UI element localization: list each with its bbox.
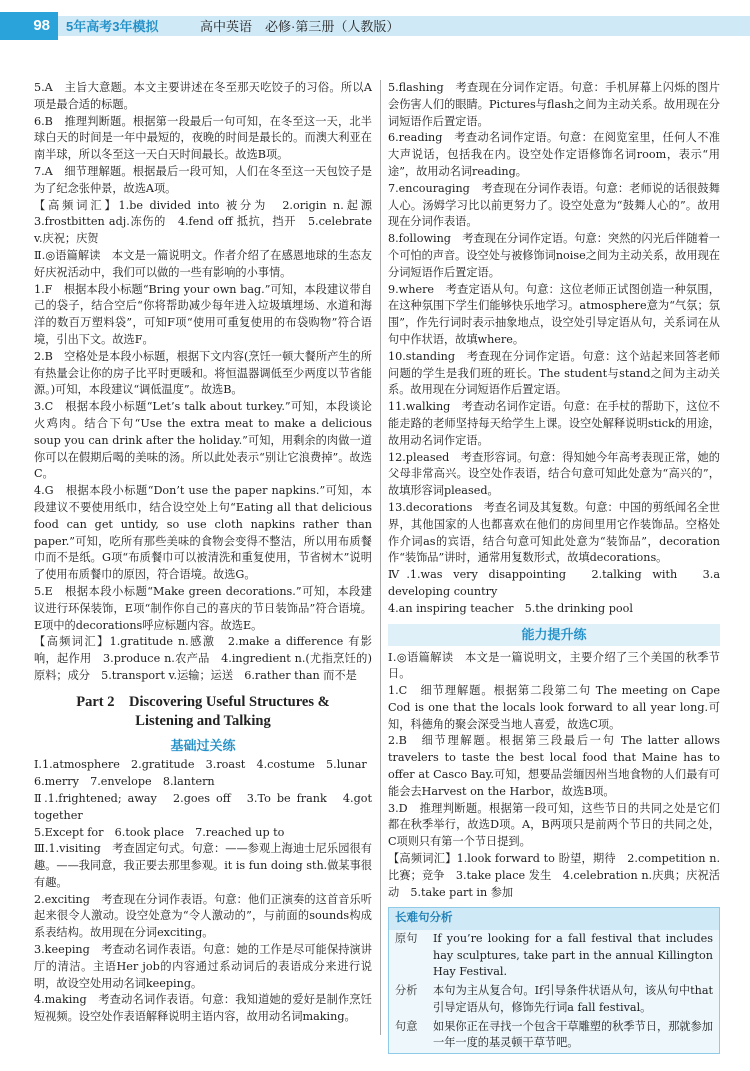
label-analysis: 分析 (395, 984, 418, 998)
exercise-3-item5: 5.flashing 考查现在分词作定语。句意：手机屏幕上闪烁的图片会伤害人们的眼睛。Pictures与flash之间为主动关系。故用现在分词短语作后置定语。 (388, 81, 720, 128)
analysis-text: 本句为主从复合句。If引导条件状语从句，该从句中that引导定语从句，修饰先行词a fall festival。 (433, 984, 713, 1014)
exercise-4-line1: Ⅳ.1.was very disappointing 2.talking with 3.a developing country (388, 568, 720, 598)
answer-5e: 5.E 根据本段小标题“Make green decorations.”可知，本段建议进行环保装饰，E项“制作你自己的喜庆的节日装饰品”符合语境。E项中的decorations呼应标题内容。故选E。 (34, 584, 372, 632)
label-meaning: 句意 (395, 1019, 418, 1033)
label-original: 原句 (395, 931, 418, 945)
answer-7a: 7.A 细节理解题。根据最后一段可知，人们在冬至这一天包饺子是为了纪念张仲景，故选A项。 (34, 164, 372, 195)
exercise-3-item10: 10.standing 考查现在分词作定语。句意：这个站起来回答老师问题的学生是我们班的班长。The student与stand之间为主动关系。故用现在分词短语作后置定语。 (388, 349, 720, 397)
page-number: 98 (0, 12, 58, 40)
answer-3c: 3.C 根据本段小标题“Let’s talk about turkey.”可知，本段谈论火鸡肉。结合下句“Use the extra meat to make a delicious soup you can drink after the holiday.”可知，用剩余的肉做一道你可以在假期后喝的美味的汤。所以此处表示“别让它浪费掉”。故选C。 (34, 400, 372, 481)
difficult-sentence-box (388, 907, 720, 1054)
answer-1f: 1.F 根据本段小标题“Bring your own bag.”可知，本段建议带自己的袋子，结合空后“你将帮助减少每年进入垃圾填埋场、水道和海洋的数百万塑料袋”，可知F项“使用可重复使用的布袋购物”符合语境，引出下文。故选F。 (34, 282, 372, 346)
answer-2b: 2.B 空格处是本段小标题，根据下文内容(烹饪一顿大餐所产生的所有热量会让你的房子比平时更暖和。将恒温器调低至少两度以节省能源。)可知，本段建议“调低温度”。故选B。 (34, 349, 372, 397)
left-column (34, 80, 384, 1026)
brand-title: 5年高考3年模拟 (66, 19, 159, 34)
right-column (388, 80, 720, 1054)
answer-1c: 1.C 细节理解题。根据第二段第二句 The meeting on Cape Cod is one that the locals look forward to all year long.可知，科德角的聚会深受当地人喜爱，故选C项。 (388, 684, 720, 731)
answer-3d: 3.D 推理判断题。根据第一段可知，这些节日的共同之处是它们都在秋季举行，故选D项。A，B两项只是前两个节日的共同之处，C项则只有第一个节日提到。 (388, 801, 720, 849)
difficult-row-meaning (389, 1018, 719, 1054)
exercise-1-line1: Ⅰ.1.atmosphere 2.gratitude 3.roast 4.costume 5.lunar (34, 758, 367, 772)
meaning-text: 如果你正在寻找一个包含干草雕塑的秋季节日，那就参加一年一度的基灵顿干草节吧。 (433, 1019, 713, 1050)
exercise-3-item13: 13.decorations 考查名词及其复数。句意：中国的剪纸闻名全世界，其他国家的人也都喜欢在他们的房间里用它作装饰品。空格处作介词as的宾语，结合句意可知此处意为“装饰品”，decoration作“装饰品”讲时，通常用复数形式，故填decorations。 (388, 500, 720, 565)
answer-2b-advanced: 2.B 细节理解题。根据第三段最后一句 The latter allows travelers to taste the best local food that Maine has to offer at Casco Bay.可知，想要品尝缅因州当地食物的人们最有可能会去Harvest on the Harbor，故选B项。 (388, 734, 720, 798)
vocab-block-1: 【高频词汇】1.be divided into 被分为 2.origin n.起源 3.frostbitten adj.冻伤的 4.fend off 抵抗，挡开 5.celebrate v.庆祝；庆贺 (34, 198, 384, 246)
exercise-3-item8: 8.following 考查现在分词作定语。句意：突然的闪光后伴随着一个可怕的声音。设空处与被修饰词noise之间为主动关系，故用现在分词短语作后置定语。 (388, 232, 720, 279)
exercise-2-line1: Ⅱ.1.frightened; away 2.goes off 3.To be frank 4.got together (34, 791, 372, 822)
exercise-3-item1: Ⅲ.1.visiting 考查固定句式。句意：——参观上海迪士尼乐园很有趣。——我同意，我正要去那里参观。it is fun doing sth.做某事很有趣。 (34, 842, 372, 889)
exercise-3-item9: 9.where 考查定语从句。句意：这位老师正试图创造一种氛围，在这种氛围下学生们能够快乐地学习。atmosphere意为“气氛；氛围”，作先行词时表示抽象地点，设空处引导定语从句，关系词在从句中作状语，故填where。 (388, 282, 720, 346)
exercise-3-item12: 12.pleased 考查形容词。句意：得知她今年高考表现正常，她的父母非常高兴。设空处作表语，结合句意可知此处意为“高兴的”，故填形容词pleased。 (388, 450, 720, 498)
exercise-3-item4: 4.making 考查动名词作表语。句意：我知道她的爱好是制作烹饪短视频。设空处作表语解释说明主语内容，故用动名词making。 (34, 993, 372, 1024)
exercise-2-line2: 5.Except for 6.took place 7.reached up to (34, 825, 285, 839)
part-title-line2: Listening and Talking (135, 713, 271, 730)
exercise-3-item2: 2.exciting 考查现在分词作表语。句意：他们正演奏的这首音乐听起来很令人激动。设空处意为“令人激动的”，与前面的sounds构成系表结构。故用现在分词exciting。 (34, 892, 372, 940)
original-sentence: If you’re looking for a fall festival that includes hay sculptures, take part in the annual Killington Hay Festival. (433, 931, 713, 979)
exercise-3-item6: 6.reading 考查动名词作定语。句意：在阅览室里，任何人不准大声说话，包括我在内。设空处作定语修饰名词room，表示“用途”，故用动名词reading。 (388, 131, 720, 178)
book-subject: 高中英语 必修·第三册（人教版） (200, 19, 400, 34)
exercise-4-line2: 4.an inspiring teacher 5.the drinking pool (388, 601, 633, 615)
difficult-row-analysis (389, 982, 719, 1018)
answer-6b: 6.B 推理判断题。根据第一段最后一句可知，在冬至这一天，北半球白天的时间是一年中最短的，夜晚的时间是最长的。而澳大利亚在南半球，所以冬至这一天白天时间最长。故选B项。 (34, 114, 372, 162)
exercise-3-item3: 3.keeping 考查动名词作表语。句意：她的工作是尽可能保持演讲厅的清洁。主语Her job的内容通过系动词后的表语成分来进行说明，故设空处用动名词keeping。 (34, 943, 372, 990)
vocab-block-3: 【高频词汇】1.look forward to 盼望，期待 2.competition n.比赛；竞争 3.take place 发生 4.celebration n.庆典；庆祝活动 5.take part in 参加 (388, 852, 720, 899)
part-title (34, 693, 372, 732)
answer-5a: 5.A 主旨大意题。本文主要讲述在冬至那天吃饺子的习俗。所以A项是最合适的标题。 (34, 81, 372, 111)
vocab-block-2: 【高频词汇】1.gratitude n.感激 2.make a difference 有影响，起作用 3.produce n.农产品 4.ingredient n.(尤指烹饪的)原料；成分 5.transport v.运输；运送 6.rather than 而不是 (34, 635, 372, 682)
passage-summary-2: Ⅱ.◎语篇解读 本文是一篇说明文。作者介绍了在感恩地球的生态友好庆祝活动中，我们可以做的一些有影响的小事情。 (34, 248, 372, 279)
difficult-row-original (389, 930, 719, 982)
part-title-line1: Part 2 Discovering Useful Structures & (76, 693, 330, 710)
page-header (0, 0, 750, 42)
difficult-sentence-title: 长难句分析 (389, 908, 719, 929)
exercise-3-item7: 7.encouraging 考查现在分词作表语。句意：老师说的话很鼓舞人心。汤姆学习比以前更努力了。设空处意为“鼓舞人心的”。故用现在分词作表语。 (388, 181, 720, 229)
answer-4g: 4.G 根据本段小标题“Don’t use the paper napkins.”可知，本段建议不要使用纸巾，结合设空处上句“Eating all that delicious food can get untidy, so use cloth napkins rather than paper.”可知，吃所有那些美味的食物会变得不整洁，所以用布质餐巾而不是纸。G项“布质餐巾可以被清洗和重复使用，节省树木”说明了使用布质餐巾的原因，符合语境。故选G。 (34, 484, 372, 582)
section-basic-heading: 基础过关练 (170, 737, 236, 753)
column-divider (380, 80, 381, 1035)
exercise-3-item11: 11.walking 考查动名词作定语。句意：在手杖的帮助下，这位不能走路的老师坚持每天给学生上课。设空处解释说明stick的用途，故用动名词作定语。 (388, 400, 720, 447)
exercise-1-line2: 6.merry 7.envelope 8.lantern (34, 775, 215, 789)
passage-summary-3: Ⅰ.◎语篇解读 本文是一篇说明文，主要介绍了三个美国的秋季节日。 (388, 650, 720, 681)
section-advanced-heading: 能力提升练 (388, 624, 720, 646)
